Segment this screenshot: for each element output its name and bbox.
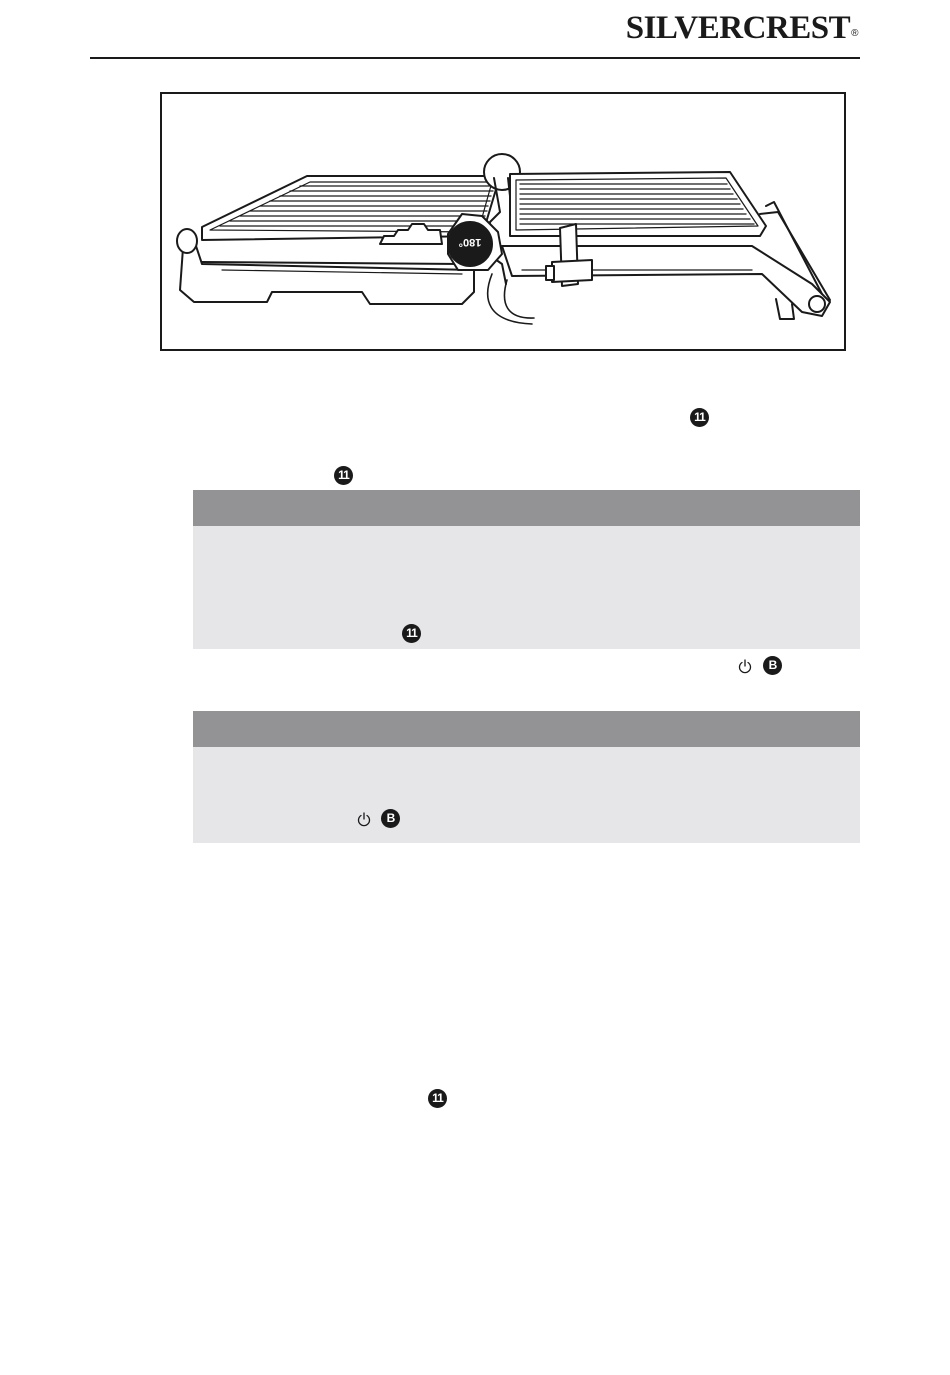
- marker-b-icon: B: [381, 809, 400, 828]
- registered-mark: ®: [851, 28, 858, 39]
- note-box-1-header: [193, 490, 860, 526]
- brand-logo: [626, 8, 858, 48]
- marker-11-icon: 11: [690, 408, 709, 427]
- marker-11-icon: 11: [334, 466, 353, 485]
- thermostat-readout: 180°: [458, 236, 482, 248]
- marker-11-icon: 11: [402, 624, 421, 643]
- marker-11-icon: 11: [428, 1089, 447, 1108]
- marker-b-icon: B: [763, 656, 782, 675]
- grill-illustration: [160, 92, 846, 351]
- power-icon: [737, 658, 753, 674]
- note-box-2: [193, 711, 860, 843]
- brand-name: SILVERCREST: [625, 10, 851, 46]
- grill-drawing: [162, 94, 844, 349]
- header-rule: [90, 57, 860, 59]
- note-box-1: [193, 490, 860, 649]
- note-box-2-header: [193, 711, 860, 747]
- power-icon: [356, 811, 372, 827]
